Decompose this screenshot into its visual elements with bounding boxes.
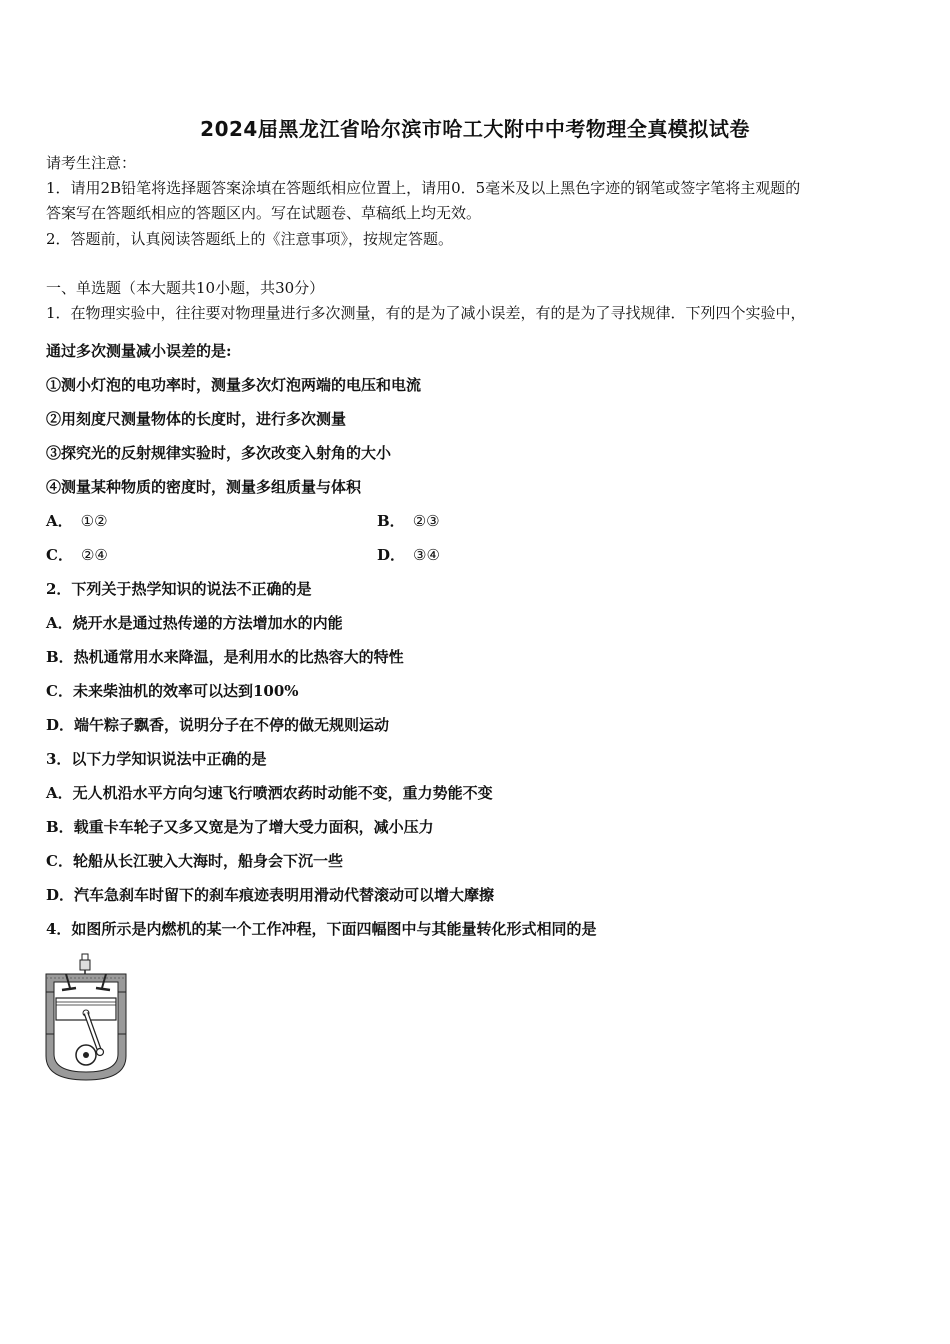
page-title: 2024届黑龙江省哈尔滨市哈工大附中中考物理全真模拟试卷 — [200, 117, 750, 141]
notice-item-1-line-1: 1．请用2B铅笔将选择题答案涂填在答题纸相应位置上，请用0．5毫米及以上黑色字迹的钢笔或签字笔将主观题的 — [46, 179, 801, 197]
q2-option-c: C．未来柴油机的效率可以达到100% — [46, 682, 299, 700]
q4-stem: 4．如图所示是内燃机的某一个工作冲程，下面四幅图中与其能量转化形式相同的是 — [46, 920, 597, 938]
option-value: ③④ — [413, 546, 440, 564]
q1-stem-line-2: 通过多次测量减小误差的是: — [46, 342, 232, 360]
q3-option-c: C．轮船从长江驶入大海时，船身会下沉一些 — [46, 852, 343, 870]
option-label: A． — [46, 512, 73, 530]
q2-option-b: B．热机通常用水来降温，是利用水的比热容大的特性 — [46, 648, 404, 666]
option-value: ②④ — [80, 546, 108, 564]
q2-option-a: A．烧开水是通过热传递的方法增加水的内能 — [46, 614, 343, 632]
q1-item-1: ①测小灯泡的电功率时，测量多次灯泡两端的电压和电流 — [46, 376, 422, 394]
q3-option-b: B．载重卡车轮子又多又宽是为了增大受力面积，减小压力 — [46, 818, 434, 836]
q1-option-d — [377, 544, 440, 565]
q1-item-3: ③探究光的反射规律实验时，多次改变入射角的大小 — [46, 444, 392, 462]
notice-item-2: 2．答题前，认真阅读答题纸上的《注意事项》，按规定答题。 — [46, 230, 454, 248]
q2-stem: 2．下列关于热学知识的说法不正确的是 — [46, 580, 312, 598]
cylinder-head — [46, 974, 126, 992]
q1-option-c — [46, 544, 108, 565]
notice-heading: 请考生注意： — [46, 154, 137, 172]
section-heading: 一、单选题（本大题共10小题，共30分） — [46, 279, 325, 297]
option-label: C． — [46, 546, 73, 564]
q1-option-a — [46, 510, 108, 531]
option-value: ①② — [80, 512, 108, 530]
spark-plug-icon — [80, 954, 90, 976]
engine-stroke-figure — [40, 952, 132, 1084]
q1-item-2: ②用刻度尺测量物体的长度时，进行多次测量 — [46, 410, 347, 428]
option-label: D． — [377, 546, 406, 564]
q3-option-d: D．汽车急刹车时留下的刹车痕迹表明用滑动代替滚动可以增大摩擦 — [46, 886, 495, 904]
q1-item-4: ④测量某种物质的密度时，测量多组质量与体积 — [46, 478, 362, 496]
q1-stem-line-1: 1．在物理实验中，往往要对物理量进行多次测量，有的是为了减小误差，有的是为了寻找规律．下列四个实验中， — [46, 304, 806, 322]
q1-option-b — [377, 510, 440, 531]
notice-item-1-line-2: 答案写在答题纸相应的答题区内。写在试题卷、草稿纸上均无效。 — [46, 204, 482, 222]
q3-option-a: A．无人机沿水平方向匀速飞行喷洒农药时动能不变，重力势能不变 — [46, 784, 493, 802]
option-value: ②③ — [412, 512, 440, 530]
q3-stem: 3．以下力学知识说法中正确的是 — [46, 750, 267, 768]
option-label: B． — [377, 512, 405, 530]
crankshaft-icon — [76, 1045, 104, 1065]
q2-option-d: D．端午粽子飘香，说明分子在不停的做无规则运动 — [46, 716, 390, 734]
